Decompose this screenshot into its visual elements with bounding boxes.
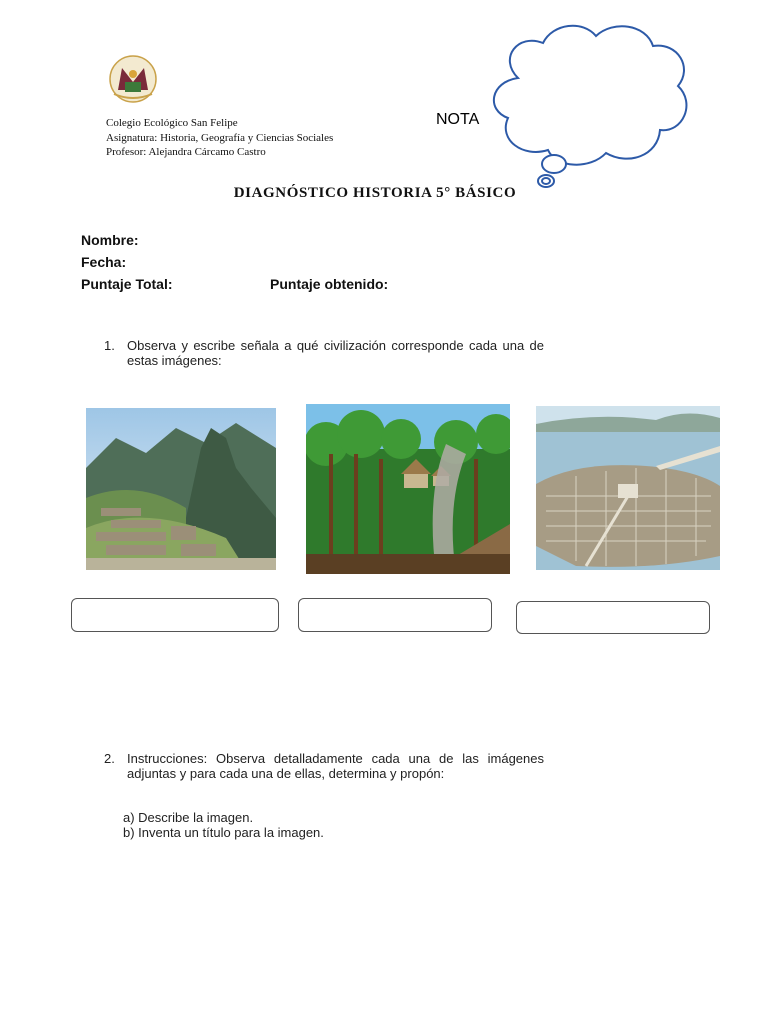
question-2-items — [123, 810, 324, 840]
fecha-label: Fecha: — [81, 254, 127, 270]
tenochtitlan-image — [536, 406, 720, 570]
document-title: DIAGNÓSTICO HISTORIA 5° BÁSICO — [233, 185, 517, 201]
item-b: b) Inventa un título para la imagen. — [123, 825, 324, 840]
question-1 — [104, 338, 544, 368]
answer-box-2[interactable] — [298, 598, 492, 632]
maya-village-image — [306, 404, 510, 574]
item-a: a) Describe la imagen. — [123, 810, 254, 825]
nombre-label: Nombre: — [81, 232, 139, 248]
school-logo — [108, 54, 158, 104]
subject-line: Asignatura: Historia, Geografía y Ciencias Sociales — [106, 131, 334, 144]
answer-box-1[interactable] — [71, 598, 279, 632]
machu-picchu-image — [86, 408, 276, 570]
puntaje-obtenido-label: Puntaje obtenido: — [270, 276, 389, 292]
question-1-text: Observa y escribe señala a qué civilización corresponde cada una de estas imágenes: — [127, 338, 544, 368]
question-1-number: 1. — [104, 338, 115, 353]
question-2-text: Instrucciones: Observa detalladamente cada una de las imágenes adjuntas y para cada una de ellas, determina y propón: — [127, 751, 544, 781]
nota-label: NOTA — [436, 111, 480, 128]
student-fields — [81, 229, 389, 295]
answer-box-3[interactable] — [516, 601, 710, 634]
school-info — [106, 116, 333, 160]
question-2-number: 2. — [104, 751, 115, 766]
teacher-line: Profesor: Alejandra Cárcamo Castro — [106, 146, 266, 158]
school-name: Colegio Ecológico San Felipe — [106, 117, 238, 129]
grade-cloud[interactable] — [478, 18, 698, 194]
puntaje-total-label: Puntaje Total: — [81, 276, 173, 292]
question-2 — [104, 751, 544, 781]
